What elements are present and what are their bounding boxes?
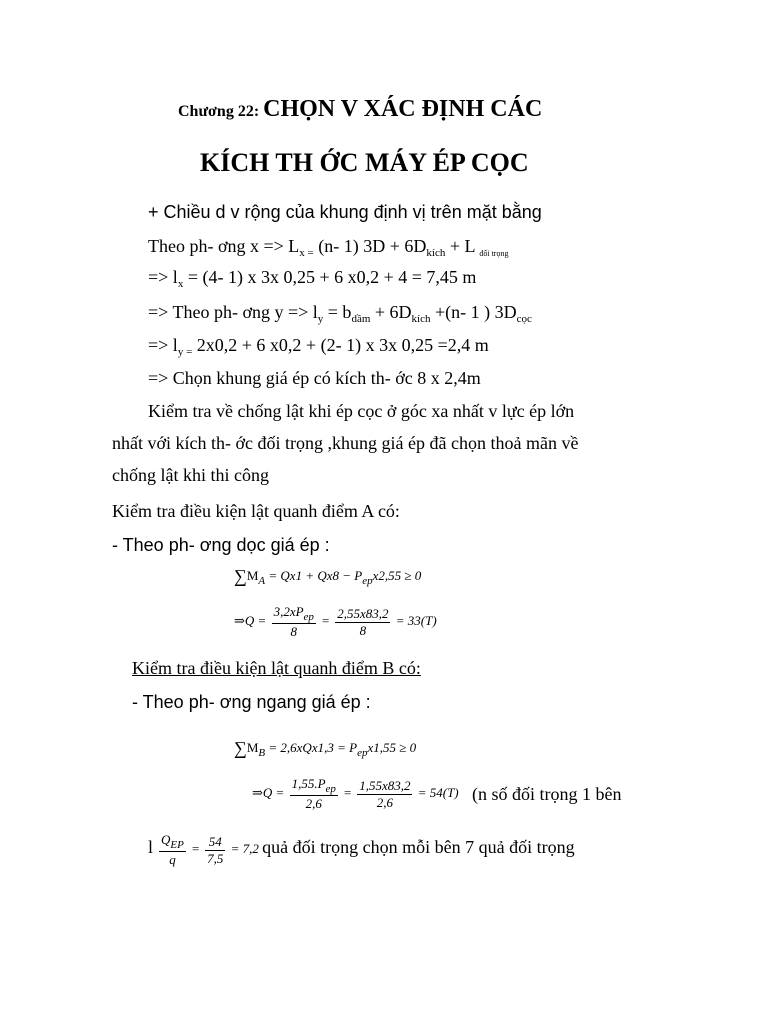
chapter-title-line2: KÍCH TH ỚC MÁY ÉP CỌC	[200, 148, 529, 177]
denominator: 2,6	[305, 796, 322, 811]
text-segment: => Theo ph- ơng y => l	[148, 302, 318, 322]
numerator: 54	[205, 834, 225, 851]
text-frame-choice: => Chọn khung giá ép có kích th- ớc 8 x 2,4m	[148, 368, 481, 388]
text-segment: Theo ph- ơng x => L	[148, 236, 300, 256]
text-frame-size: + Chiều d v rộng của khung định vị trên mặt bằng	[148, 202, 542, 222]
numerator: 2,55x83,2	[337, 605, 389, 621]
text-segment: l	[148, 836, 154, 857]
formula-moment-a: $\sum M_A = Qx1 + Qx8 - P_{ep}x2,55 \ge 0$	[234, 566, 422, 587]
subscript: ep	[357, 747, 368, 759]
text-segment: => l	[148, 335, 178, 355]
direction-longitudinal: - Theo ph- ơng dọc giá ép :	[112, 535, 330, 555]
formula-q-b: ⇒Q = $\frac{1,55.P_{ep}}{2,6}$ = $\frac{1,55x83,2}{2,6}$ = 54(T)	[252, 776, 459, 811]
direction-transverse: - Theo ph- ơng ngang giá ép :	[132, 692, 371, 712]
formula-q-a: ⇒Q = $\frac{3,2xP_{ep}}{8}$ = $\frac{2,55x83,2}{8}$ = 33(T)	[234, 604, 437, 639]
denominator: 7,5	[207, 850, 224, 866]
subscript: kích	[411, 313, 431, 325]
text-lx-calc	[148, 267, 476, 290]
result: = 7,2	[230, 840, 259, 856]
denominator: q	[169, 852, 176, 867]
paragraph-line3: chống lật khi thi công	[112, 465, 269, 485]
text-segment: ⇒Q =	[234, 612, 267, 628]
subscript: cọc	[516, 313, 532, 325]
denominator: 8	[290, 624, 297, 639]
subscript: ep	[303, 611, 314, 623]
numerator: 1,55x83,2	[359, 777, 411, 793]
subscript: x =	[299, 247, 314, 259]
formula-count	[148, 832, 575, 868]
subscript: ep	[325, 783, 336, 795]
check-point-b: Kiểm tra điều kiện lật quanh điểm B có:	[132, 658, 421, 678]
text-segment: + L	[445, 236, 480, 256]
subscript: x	[177, 278, 184, 290]
text-segment: = (4- 1) x 3x 0,25 + 6 x0,2 + 4 = 7,45 m	[183, 267, 477, 287]
denominator: 2,6	[376, 794, 393, 810]
subscript: kích	[426, 247, 446, 259]
sigma-symbol: ∑	[234, 566, 247, 586]
text-length-x	[148, 236, 508, 259]
chapter-title-part1: CHỌN V XÁC ĐỊNH CÁC	[263, 96, 543, 122]
subscript: đối trọng	[479, 249, 509, 258]
formula-moment-b: $\sum M_B = 2,6xQx1,3 = P_{ep}x1,55 \ge 0$	[234, 738, 417, 759]
text-segment: = b	[323, 302, 352, 322]
paragraph-line2: nhất với kích th- ớc đối trọng ,khung giá ép đã chọn thoả mãn về	[112, 433, 579, 453]
text-segment: (n- 1) 3D + 6D	[313, 236, 427, 256]
subscript: A	[258, 575, 266, 587]
fraction	[205, 834, 225, 867]
result: = 54(T)	[417, 784, 459, 800]
result: = 33(T)	[395, 612, 437, 628]
fraction	[290, 776, 338, 812]
subscript: B	[258, 747, 266, 759]
denominator: 8	[359, 622, 367, 638]
paragraph-line1: Kiểm tra về chống lật khi ép cọc ở góc xa nhất v lực ép lớn	[148, 401, 575, 421]
subscript: dầm	[351, 313, 371, 325]
chapter-title-line1	[178, 96, 542, 123]
check-point-a: Kiểm tra điều kiện lật quanh điểm A có:	[112, 501, 400, 521]
text-segment: M	[246, 740, 259, 755]
fraction	[357, 778, 412, 811]
subscript: EP	[170, 839, 184, 851]
numerator: 1,55.P	[291, 776, 326, 791]
text-segment: => l	[148, 267, 178, 287]
count-fraction-group: $\frac{Q_{EP}}{q}$ = $\frac{54}{7,5}$ = 7,2	[161, 832, 259, 867]
text-length-y	[148, 302, 532, 325]
numerator: 3,2xP	[273, 604, 304, 619]
fraction	[335, 606, 390, 639]
fraction	[159, 832, 186, 868]
chapter-number: Chương 22:	[178, 103, 260, 120]
text-segment: quả đối trọng chọn mỗi bên 7 quả đối trọng	[262, 836, 575, 857]
subscript: ep	[362, 575, 373, 587]
subscript: y =	[177, 346, 193, 358]
numerator: Q	[161, 832, 171, 847]
text-segment: ⇒Q =	[252, 784, 285, 800]
subscript: y	[317, 313, 324, 325]
text-segment: 2x0,2 + 6 x0,2 + (2- 1) x 3x 0,25 =2,4 m	[192, 335, 489, 355]
text-segment: +(n- 1 ) 3D	[430, 302, 517, 322]
fraction	[272, 604, 316, 640]
text-ly-calc	[148, 335, 489, 358]
sigma-symbol: ∑	[234, 738, 247, 758]
text-segment: M	[246, 568, 259, 583]
text-segment: + 6D	[370, 302, 412, 322]
text-counterweight-note: (n số đối trọng 1 bên	[472, 784, 622, 804]
